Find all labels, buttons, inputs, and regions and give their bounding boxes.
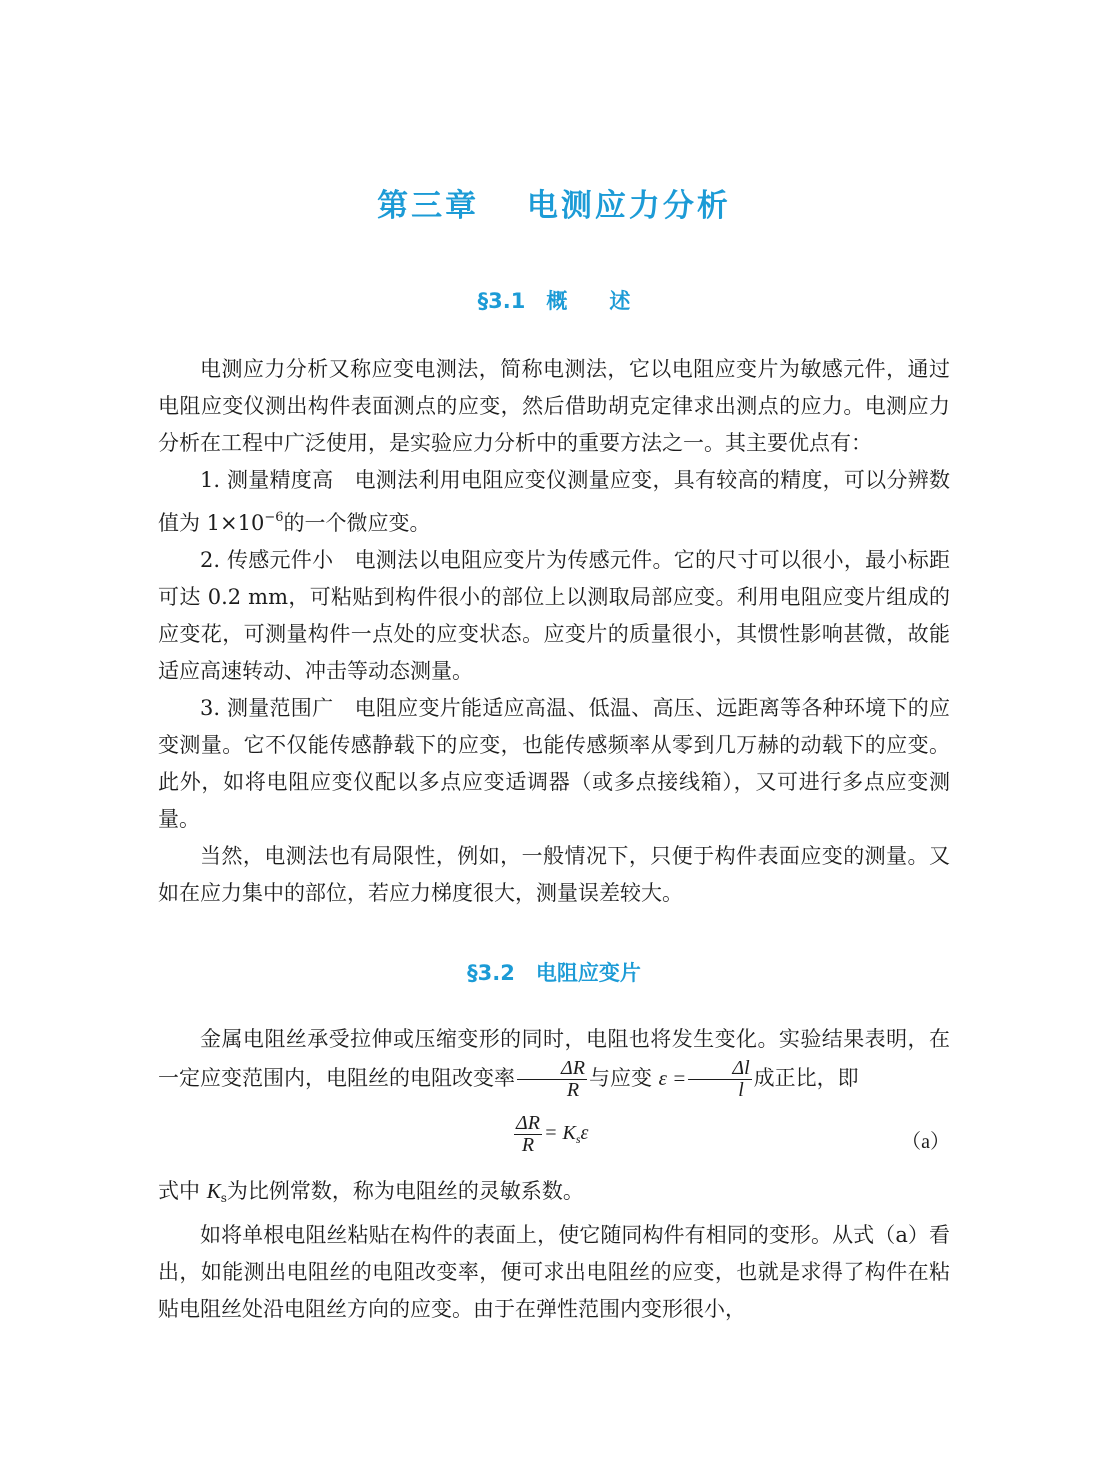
equation-rhs: = K xyxy=(543,1122,576,1145)
fraction-denominator: l xyxy=(738,1079,744,1101)
gauge-symbol: K xyxy=(206,1179,221,1203)
equation-fraction xyxy=(514,1113,542,1156)
section-title-3-2: §3.2 电阻应变片 xyxy=(467,961,641,985)
fraction-denominator: R xyxy=(566,1079,580,1101)
paragraph-limitation: 当然，电测法也有局限性，例如，一般情况下，只便于构件表面应变的测量。又如在应力集中的部位，若应力梯度很大，测量误差较大。 xyxy=(158,844,950,905)
advantage-1-text: 1. 测量精度高 电测法利用电阻应变仪测量应变，具有较高的精度，可以分辨数值为 1×10 xyxy=(158,468,950,535)
paragraph-single-wire: 如将单根电阻丝粘贴在构件的表面上，使它随同构件有相同的变形。从式（a）看出，如能测出电阻丝的电阻改变率，便可求出电阻丝的应变，也就是求得了构件在粘贴电阻丝处沿电阻丝方向的应变。由于在弹性范围内变形很小， xyxy=(158,1223,950,1321)
resistance-text-c: 成正比，即 xyxy=(753,1066,859,1090)
section-3-2-body xyxy=(158,1021,950,1328)
gauge-subscript: s xyxy=(220,1191,227,1205)
equation-body xyxy=(512,1113,588,1158)
resistance-text-b: 与应变 xyxy=(588,1066,659,1090)
paragraph-resistance-change xyxy=(158,1021,950,1101)
fraction-numerator: ΔR xyxy=(516,1112,540,1134)
equation-subscript: s xyxy=(575,1132,581,1147)
paragraph-advantage-3: 3. 测量范围广 电阻应变片能适应高温、低温、高压、远距离等各种环境下的应变测量。它不仅能传感静载下的应变，也能传感频率从零到几万赫的动载下的应变。此外，如将电阻应变仪配以多点应变适调器（或多点接线箱），又可进行多点应变测量。 xyxy=(158,696,950,831)
fraction-numerator: Δl xyxy=(688,1058,751,1080)
fraction-denominator: R xyxy=(521,1134,535,1156)
paragraph-intro: 电测应力分析又称应变电测法，简称电测法，它以电阻应变片为敏感元件，通过电阻应变仪测出构件表面测点的应变，然后借助胡克定律求出测点的应力。电测应力分析在工程中广泛使用，是实验应力分析中的重要方法之一。其主要优点有： xyxy=(158,357,950,455)
paragraph-advantage-2: 2. 传感元件小 电测法以电阻应变片为传感元件。它的尺寸可以很小，最小标距可达 0.2 mm，可粘贴到构件很小的部位上以测取局部应变。利用电阻应变片组成的应变花，可测量构件一点处的应变状态。应变片的质量很小，其惯性影响甚微，故能适应高速转动、冲击等动态测量。 xyxy=(158,548,950,683)
equation-a xyxy=(158,1107,950,1173)
gauge-text-b: 为比例常数，称为电阻丝的灵敏系数。 xyxy=(226,1179,584,1203)
strain-symbol: ε = xyxy=(658,1066,687,1090)
fraction-delta-l-over-l xyxy=(688,1058,751,1101)
paragraph-gauge-factor xyxy=(158,1173,950,1217)
advantage-1-tail: 的一个微应变。 xyxy=(283,511,431,535)
gauge-text-a: 式中 xyxy=(158,1179,207,1203)
equation-label: （a） xyxy=(901,1131,950,1153)
paragraph-advantage-1 xyxy=(158,462,950,542)
resistance-text-a: 金属电阻丝承受拉伸或压缩变形的同时，电阻也将发生变化。实验结果表明，在一定应变范围内，电阻丝的电阻改变率 xyxy=(158,1027,950,1090)
equation-epsilon: ε xyxy=(580,1122,589,1145)
section-title-3-1: §3.1 概 述 xyxy=(477,289,631,313)
fraction-numerator: ΔR xyxy=(517,1058,587,1080)
exponent: −6 xyxy=(264,510,284,525)
section-3-1-body xyxy=(158,351,950,912)
fraction-delta-r-over-r xyxy=(517,1058,587,1101)
chapter-title: 第三章 电测应力分析 xyxy=(377,188,731,224)
